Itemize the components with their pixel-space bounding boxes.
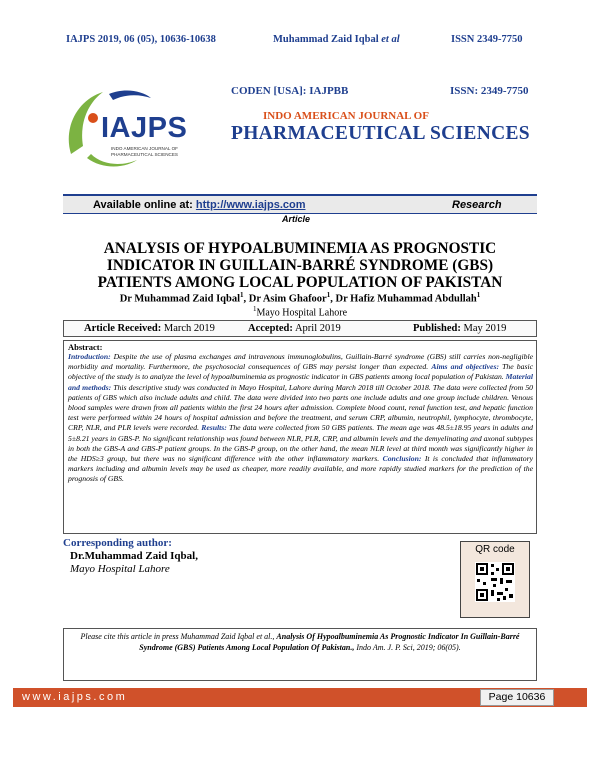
author-sep-1: , [243,293,249,305]
citation-box [63,628,537,681]
accepted-value: April 2019 [294,323,341,334]
logo-sub-line1: INDO AMERICAN JOURNAL OF [111,146,178,151]
footer-page-box [480,689,554,706]
results-text: The data were collected from 50 GBS patients. The mean age was 48.5±18.95 years in adults and 5±8.21 years in GBS-P. No significant relationship was found between NLR, PLR, CRP, and albumin levels and the demyelinating and axonal subtypes in both the GBS-A and GBS-P patient groups. In the GBS-P group, on the other hand, the mean NLR level at third month was significantly higher in the HDS≥3 group, but there was no significant difference with the other inflammatory markers. [68,423,534,464]
logo-subtitle [111,146,178,157]
corresponding-heading: Corresponding author: [63,537,172,549]
citation-text [64,629,536,653]
date-received [84,323,215,334]
date-published [413,323,506,334]
abstract-body [68,352,533,485]
conclusion-label: Conclusion: [382,454,422,464]
site-link[interactable]: http://www.iajps.com [195,199,306,211]
footer-site[interactable]: www.iajps.com [22,691,128,703]
journal-logo [63,88,205,170]
header-author [273,34,400,45]
header-author-name: Muhammad Zaid Iqbal [273,34,379,45]
logo-text: IAJPS [101,112,188,144]
accepted-label: Accepted: [248,323,293,334]
citation-title: Analysis Of Hypoalbuminemia As Prognostic Indicator In Guillain-Barré Syndrome (GBS) Patients Among Local Population Of Pakistan., [139,632,520,652]
date-accepted [248,323,341,334]
published-label: Published: [413,323,461,334]
affiliation-text: Mayo Hospital Lahore [256,307,348,319]
published-value: May 2019 [463,323,507,334]
availability-label: Available online at: [93,199,193,211]
author-list [63,291,537,305]
journal-name-line2: PHARMACEUTICAL SCIENCES [231,123,530,144]
author-sep-2: , [330,293,336,305]
received-label: Article Received: [84,323,162,334]
article-type-line1: Research [452,199,502,211]
corresponding-affiliation: Mayo Hospital Lahore [70,563,170,575]
title-line2: INDICATOR IN GUILLAIN-BARRÉ SYNDROME (GBS) [106,257,494,274]
header-citation: IAJPS 2019, 06 (05), 10636-10638 [66,34,216,45]
title-line1: ANALYSIS OF HYPOALBUMINEMIA AS PROGNOSTIC [103,240,497,257]
author-3-sup: 1 [476,291,481,299]
citation-suffix: Indo Am. J. P. Sci, 2019; 06(05). [356,642,461,652]
aims-label: Aims and objectives: [431,362,500,372]
intro-text: Despite the use of plasma exchanges and intravenous immunoglobulins, Guillain-Barré syndrome (GBS) still carries non-negligible morbidity and mortality. Furthermore, the psychosocial consequences of GBS may persist longer than expected. [68,352,534,372]
qr-label: QR code [475,544,515,555]
author-3: Dr Hafiz Muhammad Abdullah [335,293,477,305]
citation-prefix: Please cite this article in press Muhammad Zaid Iqbal et al., [80,632,275,641]
aims-text: The basic objective of the study is to analyze the level of hypoalbuminemia as prognostic indicator in GBS patients among local population of Pakistan. [68,362,534,382]
affiliation-sup: 1 [252,305,257,313]
logo-sub-line2: PHARMACEUTICAL SCIENCES [111,151,178,157]
journal-coden: CODEN [USA]: IAJPBB [231,85,349,97]
header-issn: ISSN 2349-7750 [451,34,523,45]
title-line3: PATIENTS AMONG LOCAL POPULATION OF PAKISTAN [97,274,503,291]
journal-issn: ISSN: 2349-7750 [450,85,529,97]
intro-label: Introduction: [68,352,111,361]
author-1: Dr Muhammad Zaid Iqbal [119,293,240,305]
qr-code-icon [475,562,515,602]
availability-line [93,199,306,211]
affiliation [63,305,537,318]
qr-code-box [460,541,530,618]
abstract-box [63,340,537,534]
dates-row [63,320,537,337]
article-type-line2: Article [282,214,311,224]
received-value: March 2019 [163,323,215,334]
header-et-al: et al [381,34,400,45]
methods-text: This descriptive study was conducted in Mayo Hospital, Lahore during March 2018 till October 2018. The data were collected from 50 patients of GBS which also include adults and child. The data were divided into two parts one include adults and one group include children. Venous blood samples were drawn from all patients within the first 24 hours after admission. Complete blood count, renal function test, and hepatic function test were performed within 24 hours of hospital admission and before the treatment, and serum CRP, albumin, neutrophil, lymphocyte, thrombocyte, CRP, NLR, and PLR levels were recorded. [68,382,534,433]
article-title [63,240,537,291]
conclusion-text: It is concluded that inflammatory markers including and albumin levels may be used as cheaper, more readily available, and more rapidly studied markers for the prediction of the prognosis of GBS. [68,454,534,484]
abstract-heading: Abstract: [68,342,103,352]
footer-page: Page 10636 [488,691,546,703]
corresponding-name: Dr.Muhammad Zaid Iqbal, [70,550,198,562]
journal-name-line1: INDO AMERICAN JOURNAL OF [263,110,429,122]
author-2-sup: 1 [326,291,331,299]
author-2: Dr Asim Ghafoor [248,293,327,305]
author-1-sup: 1 [240,291,244,299]
methods-label: Material and methods: [68,372,534,392]
results-label: Results: [201,423,227,433]
